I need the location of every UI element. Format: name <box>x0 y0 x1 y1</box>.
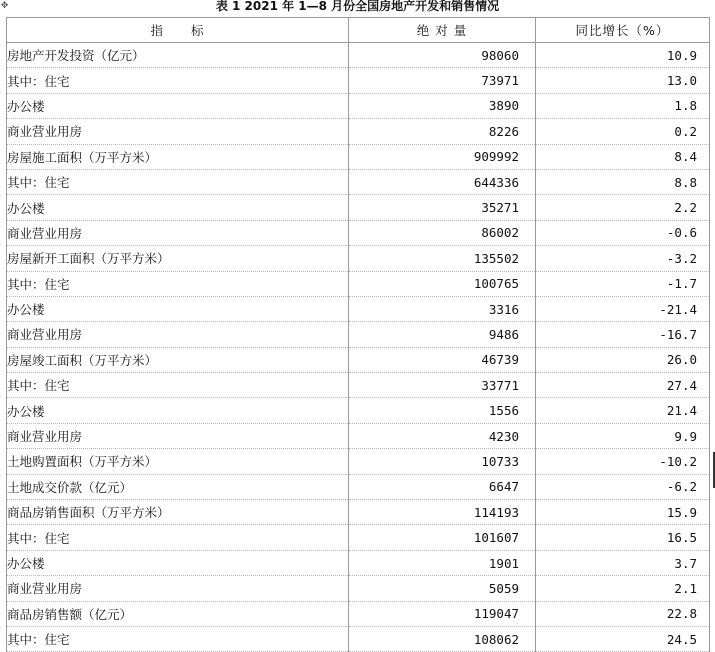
indicator-cell: 办公楼 <box>7 296 349 321</box>
growth-value-cell: 8.4 <box>536 144 710 169</box>
table-row <box>7 423 710 448</box>
indicator-cell: 其中：住宅 <box>7 271 349 296</box>
table-row <box>7 322 710 347</box>
absolute-value-cell: 135502 <box>349 246 536 271</box>
growth-value-cell: 9.9 <box>536 423 710 448</box>
indicator-cell: 其中：住宅 <box>7 68 349 93</box>
growth-value-cell: 0.2 <box>536 119 710 144</box>
growth-value-cell: -16.7 <box>536 322 710 347</box>
absolute-value-cell: 46739 <box>349 347 536 372</box>
growth-value-cell: -10.2 <box>536 449 710 474</box>
growth-value-cell: 2.1 <box>536 576 710 601</box>
absolute-value-cell: 73971 <box>349 68 536 93</box>
indicator-cell: 其中：住宅 <box>7 525 349 550</box>
absolute-value-cell: 1556 <box>349 398 536 423</box>
table-row <box>7 43 710 68</box>
table-row <box>7 119 710 144</box>
absolute-value-cell: 119047 <box>349 601 536 626</box>
growth-value-cell: 10.9 <box>536 43 710 68</box>
table-row <box>7 195 710 220</box>
table-row <box>7 550 710 575</box>
growth-value-cell: 21.4 <box>536 398 710 423</box>
indicator-cell: 房屋竣工面积（万平方米） <box>7 347 349 372</box>
growth-value-cell: -3.2 <box>536 246 710 271</box>
growth-value-cell: 24.5 <box>536 626 710 651</box>
growth-value-cell: 15.9 <box>536 500 710 525</box>
table-row <box>7 144 710 169</box>
absolute-value-cell: 108062 <box>349 626 536 651</box>
table-body <box>7 43 710 652</box>
growth-value-cell: -6.2 <box>536 474 710 499</box>
table-row <box>7 271 710 296</box>
indicator-cell: 其中：住宅 <box>7 373 349 398</box>
absolute-value-cell: 114193 <box>349 500 536 525</box>
growth-value-cell: 2.2 <box>536 195 710 220</box>
table-header-row <box>7 18 710 43</box>
indicator-cell: 土地成交价款（亿元） <box>7 474 349 499</box>
table-row <box>7 93 710 118</box>
header-indicator: 指 标 <box>7 18 349 43</box>
indicator-cell: 其中：住宅 <box>7 626 349 651</box>
table-row <box>7 347 710 372</box>
indicator-cell: 办公楼 <box>7 550 349 575</box>
indicator-cell: 商业营业用房 <box>7 119 349 144</box>
indicator-cell: 商业营业用房 <box>7 322 349 347</box>
indicator-cell: 房地产开发投资（亿元） <box>7 43 349 68</box>
indicator-cell: 商品房销售额（亿元） <box>7 601 349 626</box>
indicator-cell: 其中：住宅 <box>7 169 349 194</box>
absolute-value-cell: 35271 <box>349 195 536 220</box>
growth-value-cell: 26.0 <box>536 347 710 372</box>
absolute-value-cell: 8226 <box>349 119 536 144</box>
header-absolute: 绝 对 量 <box>349 18 536 43</box>
table-row <box>7 169 710 194</box>
growth-value-cell: 27.4 <box>536 373 710 398</box>
table-row <box>7 449 710 474</box>
absolute-value-cell: 86002 <box>349 220 536 245</box>
absolute-value-cell: 3316 <box>349 296 536 321</box>
table-caption: 表 1 2021 年 1—8 月份全国房地产开发和销售情况 <box>215 0 500 13</box>
growth-value-cell: 16.5 <box>536 525 710 550</box>
growth-value-cell: -1.7 <box>536 271 710 296</box>
table-row <box>7 373 710 398</box>
table-row <box>7 246 710 271</box>
table-row <box>7 601 710 626</box>
indicator-cell: 土地购置面积（万平方米） <box>7 449 349 474</box>
table-row <box>7 220 710 245</box>
absolute-value-cell: 10733 <box>349 449 536 474</box>
absolute-value-cell: 3890 <box>349 93 536 118</box>
absolute-value-cell: 1901 <box>349 550 536 575</box>
table-row <box>7 474 710 499</box>
absolute-value-cell: 909992 <box>349 144 536 169</box>
absolute-value-cell: 644336 <box>349 169 536 194</box>
growth-value-cell: 3.7 <box>536 550 710 575</box>
table-row <box>7 576 710 601</box>
table-row <box>7 296 710 321</box>
table-row <box>7 626 710 651</box>
absolute-value-cell: 100765 <box>349 271 536 296</box>
absolute-value-cell: 101607 <box>349 525 536 550</box>
indicator-cell: 房屋施工面积（万平方米） <box>7 144 349 169</box>
indicator-cell: 商业营业用房 <box>7 576 349 601</box>
absolute-value-cell: 98060 <box>349 43 536 68</box>
growth-value-cell: -0.6 <box>536 220 710 245</box>
header-growth: 同比增长（%） <box>536 18 710 43</box>
stats-table <box>6 17 710 652</box>
table-row <box>7 68 710 93</box>
indicator-cell: 办公楼 <box>7 93 349 118</box>
table-row <box>7 398 710 423</box>
growth-value-cell: 13.0 <box>536 68 710 93</box>
growth-value-cell: -21.4 <box>536 296 710 321</box>
growth-value-cell: 1.8 <box>536 93 710 118</box>
indicator-cell: 房屋新开工面积（万平方米） <box>7 246 349 271</box>
absolute-value-cell: 9486 <box>349 322 536 347</box>
indicator-cell: 办公楼 <box>7 398 349 423</box>
table-row <box>7 525 710 550</box>
indicator-cell: 商业营业用房 <box>7 220 349 245</box>
absolute-value-cell: 33771 <box>349 373 536 398</box>
growth-value-cell: 8.8 <box>536 169 710 194</box>
table-row <box>7 500 710 525</box>
indicator-cell: 办公楼 <box>7 195 349 220</box>
growth-value-cell: 22.8 <box>536 601 710 626</box>
indicator-cell: 商品房销售面积（万平方米） <box>7 500 349 525</box>
absolute-value-cell: 4230 <box>349 423 536 448</box>
absolute-value-cell: 5059 <box>349 576 536 601</box>
table-move-handle-icon[interactable]: ✥ <box>0 1 9 11</box>
indicator-cell: 商业营业用房 <box>7 423 349 448</box>
absolute-value-cell: 6647 <box>349 474 536 499</box>
